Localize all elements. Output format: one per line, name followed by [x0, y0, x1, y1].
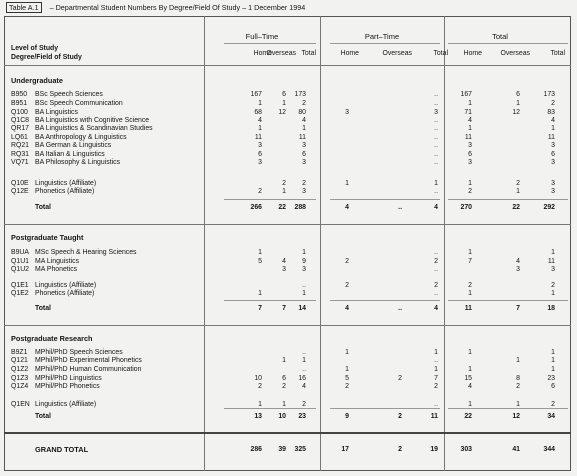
row-value: ..: [302, 282, 306, 289]
total-rule: [448, 408, 568, 409]
row-value: ..: [434, 134, 438, 141]
total-rule: [224, 300, 316, 301]
total-value: ..: [398, 305, 402, 312]
row-value: 1: [551, 249, 555, 256]
total-value: 7: [282, 305, 286, 312]
row-code: Q12E: [11, 188, 29, 195]
section-title: Postgraduate Taught: [11, 233, 84, 242]
row-code: LQ61: [11, 134, 28, 141]
row-value: 11: [547, 258, 555, 265]
row-value: 167: [460, 91, 472, 98]
total-rule: [330, 408, 440, 409]
total-value: 34: [547, 413, 555, 420]
row-value: ..: [434, 125, 438, 132]
row-label: MPhil/PhD Human Communication: [35, 366, 142, 373]
grand-total-value: 41: [512, 446, 520, 453]
total-rule: [448, 199, 568, 200]
row-value: 1: [468, 125, 472, 132]
row-value: 1: [302, 357, 306, 364]
row-value: 3: [551, 159, 555, 166]
row-code: Q1Z2: [11, 366, 29, 373]
row-value: 1: [551, 349, 555, 356]
section-title: Undergraduate: [11, 76, 63, 85]
row-value: 3: [302, 142, 306, 149]
row-value: 6: [282, 375, 286, 382]
row-value: 173: [543, 91, 555, 98]
row-value: 4: [516, 258, 520, 265]
row-value: 2: [345, 383, 349, 390]
row-label: MPhil/PhD Phonetics: [35, 383, 100, 390]
group-header: Part–Time: [364, 32, 400, 41]
row-value: 6: [516, 91, 520, 98]
row-value: 23: [547, 375, 555, 382]
row-value: 1: [302, 125, 306, 132]
row-value: ..: [434, 91, 438, 98]
row-value: ..: [434, 100, 438, 107]
grand-total-value: 325: [294, 446, 306, 453]
subheader-total: Total: [433, 50, 448, 57]
total-value: 22: [512, 204, 520, 211]
row-value: 2: [516, 180, 520, 187]
row-label: BSc Speech Sciences: [35, 91, 103, 98]
row-value: 1: [282, 401, 286, 408]
grand-total-value: 286: [250, 446, 262, 453]
row-value: 1: [258, 401, 262, 408]
total-value: 7: [516, 305, 520, 312]
row-value: 1: [434, 366, 438, 373]
grand-total-value: 2: [398, 446, 402, 453]
total-value: 4: [345, 305, 349, 312]
degree-field-label: Degree/Field of Study: [11, 54, 82, 61]
row-label: Phonetics (Affiliate): [35, 188, 95, 195]
group-header: Total: [492, 32, 508, 41]
row-code: Q1E2: [11, 290, 29, 297]
row-label: MPhil/PhD Linguistics: [35, 375, 102, 382]
row-value: ..: [302, 366, 306, 373]
row-value: ..: [434, 117, 438, 124]
row-value: 7: [468, 258, 472, 265]
row-value: 2: [398, 375, 402, 382]
row-value: 1: [282, 100, 286, 107]
row-value: 71: [464, 109, 472, 116]
table-label: Table A.1: [6, 2, 42, 13]
grand-total-value: 19: [430, 446, 438, 453]
row-value: 3: [258, 159, 262, 166]
row-value: 2: [551, 401, 555, 408]
row-value: 2: [282, 180, 286, 187]
subheader-overseas: Overseas: [266, 50, 296, 57]
row-value: 12: [512, 109, 520, 116]
row-value: 6: [468, 151, 472, 158]
group-underline: [330, 43, 440, 44]
row-code: Q1U1: [11, 258, 30, 265]
row-value: 2: [434, 383, 438, 390]
row-value: 9: [302, 258, 306, 265]
total-value: 14: [298, 305, 306, 312]
row-value: 1: [516, 100, 520, 107]
row-value: 4: [258, 117, 262, 124]
total-value: 10: [278, 413, 286, 420]
row-value: 2: [302, 100, 306, 107]
row-label: Linguistics (Affiliate): [35, 180, 97, 187]
subheader-overseas: Overseas: [382, 50, 412, 57]
row-value: 1: [468, 249, 472, 256]
row-value: 4: [302, 383, 306, 390]
row-value: ..: [434, 159, 438, 166]
grand-total-label: GRAND TOTAL: [35, 445, 89, 454]
row-value: 2: [345, 282, 349, 289]
grand-total-value: 17: [341, 446, 349, 453]
row-value: 173: [294, 91, 306, 98]
total-rule: [330, 199, 440, 200]
row-value: 4: [302, 117, 306, 124]
grand-total-value: 39: [278, 446, 286, 453]
row-value: 1: [282, 188, 286, 195]
row-value: 1: [282, 357, 286, 364]
subheader-home: Home: [463, 50, 482, 57]
row-value: 11: [298, 134, 306, 141]
row-value: 1: [258, 100, 262, 107]
row-value: 4: [551, 117, 555, 124]
total-value: 266: [250, 204, 262, 211]
row-value: 3: [516, 266, 520, 273]
row-value: 1: [551, 357, 555, 364]
row-value: 3: [258, 142, 262, 149]
subheader-overseas: Overseas: [500, 50, 530, 57]
row-value: 2: [302, 180, 306, 187]
group-underline: [224, 43, 316, 44]
row-label: BA Philosophy & Linguistics: [35, 159, 121, 166]
header-rule: [4, 65, 571, 66]
row-code: Q1Z4: [11, 383, 29, 390]
row-code: B950: [11, 91, 28, 98]
row-label: MA Phonetics: [35, 266, 78, 273]
row-label: BSc Speech Communication: [35, 100, 123, 107]
row-value: ..: [434, 142, 438, 149]
row-value: 83: [547, 109, 555, 116]
row-value: 6: [258, 151, 262, 158]
total-value: 292: [543, 204, 555, 211]
row-value: 5: [345, 375, 349, 382]
total-value: 9: [345, 413, 349, 420]
row-value: 3: [282, 266, 286, 273]
row-value: 2: [516, 383, 520, 390]
row-code: Q1U2: [11, 266, 30, 273]
row-value: 1: [258, 249, 262, 256]
row-value: 68: [254, 109, 262, 116]
grand-total-value: 303: [460, 446, 472, 453]
row-label: MPhil/PhD Experimental Phonetics: [35, 357, 142, 364]
subheader-home: Home: [253, 50, 272, 57]
row-value: 1: [468, 349, 472, 356]
total-value: 4: [434, 305, 438, 312]
total-value: 22: [278, 204, 286, 211]
total-rule: [330, 300, 440, 301]
row-value: 3: [302, 159, 306, 166]
row-code: Q100: [11, 109, 28, 116]
row-code: Q1EN: [11, 401, 30, 408]
row-value: 6: [551, 151, 555, 158]
row-value: 3: [551, 266, 555, 273]
row-label: BA Linguistics & Scandinavian Studies: [35, 125, 153, 132]
row-value: 12: [278, 109, 286, 116]
total-value: 4: [345, 204, 349, 211]
row-code: B9Z1: [11, 349, 28, 356]
row-value: 1: [516, 357, 520, 364]
row-value: 3: [345, 109, 349, 116]
table-header: [6, 3, 305, 12]
row-value: 1: [468, 100, 472, 107]
row-value: 1: [551, 290, 555, 297]
table-title: – Departmental Student Numbers By Degree/Field Of Study – 1 December 1994: [49, 3, 306, 12]
total-value: 11: [464, 305, 472, 312]
column-divider: [204, 16, 205, 471]
row-value: 3: [302, 266, 306, 273]
grand-total-value: 344: [543, 446, 555, 453]
row-value: 2: [258, 383, 262, 390]
group-underline: [448, 43, 568, 44]
total-rule: [224, 408, 316, 409]
total-value: 270: [460, 204, 472, 211]
row-value: 7: [434, 375, 438, 382]
row-value: 80: [298, 109, 306, 116]
row-label: BA Linguistics: [35, 109, 78, 116]
row-code: B951: [11, 100, 28, 107]
row-value: 2: [434, 282, 438, 289]
total-value: 4: [434, 204, 438, 211]
row-value: 2: [551, 100, 555, 107]
row-value: 2: [302, 401, 306, 408]
total-value: 2: [398, 413, 402, 420]
row-code: B9UA: [11, 249, 30, 256]
total-value: 7: [258, 305, 262, 312]
row-value: 3: [551, 188, 555, 195]
total-value: 288: [294, 204, 306, 211]
row-code: Q121: [11, 357, 28, 364]
row-value: 3: [302, 188, 306, 195]
row-code: RQ21: [11, 142, 30, 149]
total-value: 22: [464, 413, 472, 420]
row-value: 6: [302, 151, 306, 158]
row-label: BA Anthropology & Linguistics: [35, 134, 127, 141]
row-value: ..: [434, 357, 438, 364]
row-value: 1: [516, 188, 520, 195]
row-value: ..: [434, 401, 438, 408]
row-value: 1: [258, 290, 262, 297]
row-value: 2: [282, 383, 286, 390]
row-label: Linguistics (Affiliate): [35, 401, 97, 408]
row-value: 167: [250, 91, 262, 98]
row-value: 3: [434, 109, 438, 116]
row-code: RQ31: [11, 151, 30, 158]
row-code: QR17: [11, 125, 30, 132]
row-value: 1: [302, 290, 306, 297]
total-rule: [448, 300, 568, 301]
total-label: Total: [35, 305, 51, 312]
total-value: 23: [298, 413, 306, 420]
section-rule: [4, 224, 571, 225]
row-value: 1: [551, 366, 555, 373]
level-of-study-label: Level of Study: [11, 45, 59, 52]
row-value: 1: [516, 401, 520, 408]
row-label: Linguistics (Affiliate): [35, 282, 97, 289]
row-code: Q1Z3: [11, 375, 29, 382]
row-value: ..: [302, 349, 306, 356]
row-value: 1: [468, 290, 472, 297]
row-value: 1: [468, 180, 472, 187]
row-label: BA German & Linguistics: [35, 142, 112, 149]
row-value: 1: [345, 366, 349, 373]
row-value: 4: [282, 258, 286, 265]
row-value: 11: [547, 134, 555, 141]
row-value: ..: [434, 188, 438, 195]
row-value: ..: [434, 151, 438, 158]
row-value: 2: [551, 282, 555, 289]
row-value: 2: [258, 188, 262, 195]
row-value: 8: [516, 375, 520, 382]
row-value: 2: [434, 258, 438, 265]
row-value: 11: [464, 134, 472, 141]
row-code: Q10E: [11, 180, 29, 187]
row-value: 1: [551, 125, 555, 132]
row-label: BA Italian & Linguistics: [35, 151, 105, 158]
group-header: Full–Time: [245, 32, 279, 41]
row-value: 3: [468, 142, 472, 149]
total-value: 11: [430, 413, 438, 420]
total-label: Total: [35, 413, 51, 420]
row-value: ..: [434, 249, 438, 256]
row-value: 6: [282, 91, 286, 98]
row-value: 2: [468, 282, 472, 289]
row-value: 1: [468, 401, 472, 408]
row-value: 1: [258, 125, 262, 132]
row-code: Q1C8: [11, 117, 30, 124]
row-value: 11: [254, 134, 262, 141]
row-value: 6: [551, 383, 555, 390]
total-value: 12: [512, 413, 520, 420]
subheader-total: Total: [301, 50, 316, 57]
total-value: 18: [547, 305, 555, 312]
row-label: Phonetics (Affiliate): [35, 290, 95, 297]
total-value: 13: [254, 413, 262, 420]
row-value: 1: [434, 180, 438, 187]
row-value: 3: [551, 180, 555, 187]
row-value: 2: [468, 188, 472, 195]
section-title: Postgraduate Research: [11, 334, 93, 343]
row-label: MSc Speech & Hearing Sciences: [35, 249, 137, 256]
subheader-home: Home: [340, 50, 359, 57]
subheader-total: Total: [550, 50, 565, 57]
section-rule: [4, 325, 571, 326]
row-value: 10: [254, 375, 262, 382]
row-code: Q1E1: [11, 282, 29, 289]
row-value: ..: [434, 290, 438, 297]
row-value: 2: [345, 258, 349, 265]
row-value: 15: [464, 375, 472, 382]
row-label: BA Linguistics with Cognitive Science: [35, 117, 150, 124]
column-divider: [320, 16, 321, 471]
row-value: 1: [302, 249, 306, 256]
row-value: 1: [345, 349, 349, 356]
row-value: 16: [298, 375, 306, 382]
row-value: 3: [468, 159, 472, 166]
row-value: 1: [434, 349, 438, 356]
row-label: MPhil/PhD Speech Sciences: [35, 349, 123, 356]
row-value: ..: [434, 266, 438, 273]
row-value: 5: [258, 258, 262, 265]
row-value: 3: [551, 142, 555, 149]
total-label: Total: [35, 204, 51, 211]
total-value: ..: [398, 204, 402, 211]
row-value: 4: [468, 117, 472, 124]
row-label: MA Linguistics: [35, 258, 80, 265]
row-value: 1: [468, 366, 472, 373]
row-code: VQ71: [11, 159, 29, 166]
total-rule: [224, 199, 316, 200]
row-value: 4: [468, 383, 472, 390]
grand-total-rule: [4, 432, 571, 434]
row-value: 1: [345, 180, 349, 187]
